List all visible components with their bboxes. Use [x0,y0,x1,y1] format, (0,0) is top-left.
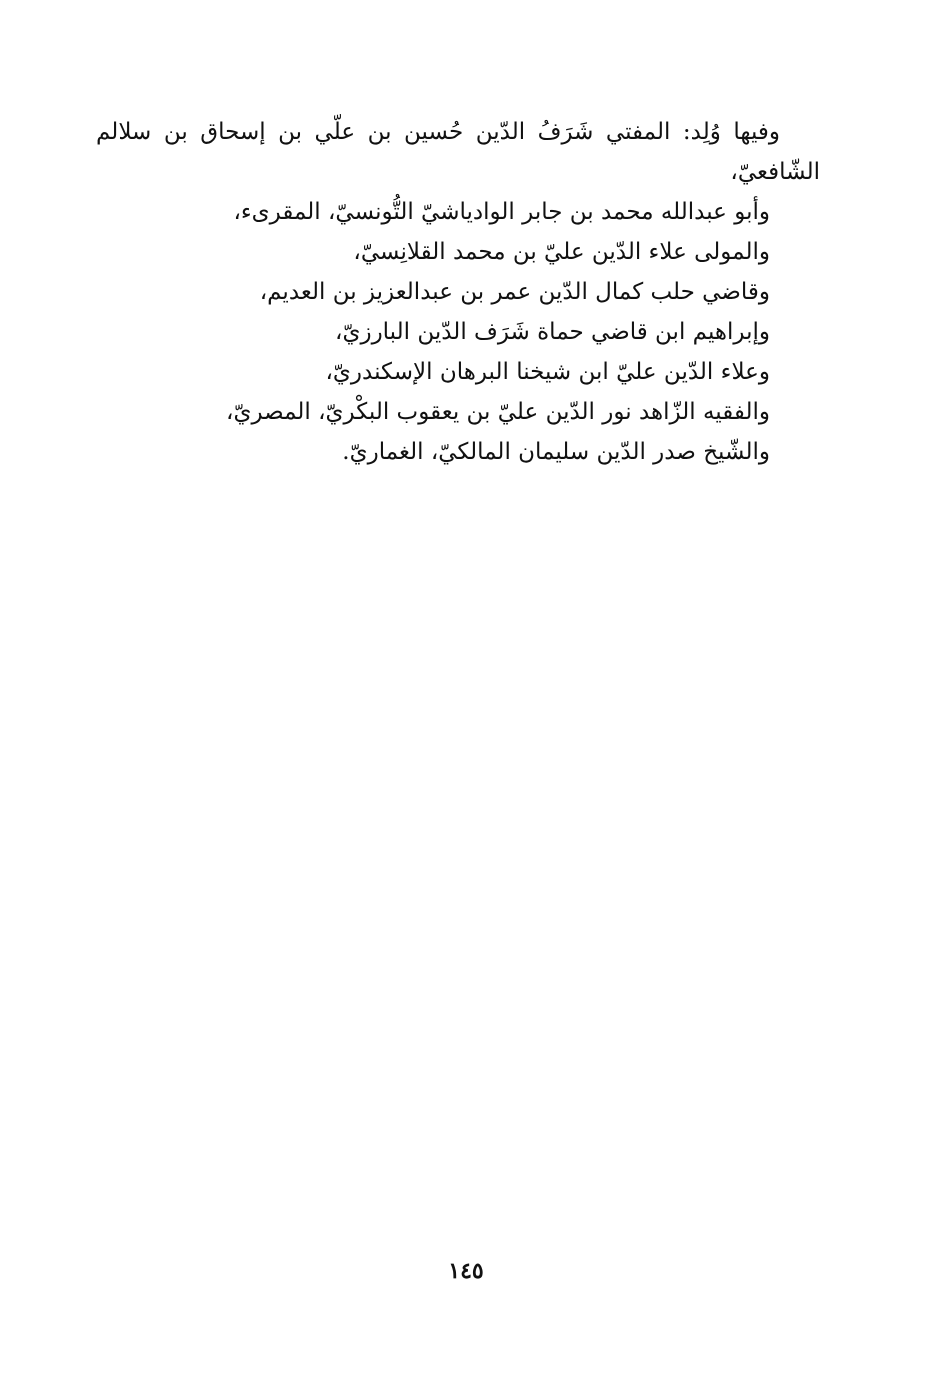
body-text [96,112,820,472]
page-number: ١٤٥ [448,1258,484,1284]
text-line-2: الشّافعيّ، [730,159,820,185]
text-line-3: وأبو عبدالله محمد بن جابر الوادياشيّ التُّونسيّ، المقرىء، [233,199,770,225]
text-line-5: وقاضي حلب كمال الدّين عمر بن عبدالعزيز بن العديم، [259,279,770,305]
text-line-8: والفقيه الزّاهد نور الدّين عليّ بن يعقوب البكْريّ، المصريّ، [226,399,770,425]
text-line-1: وفيها وُلِد: المفتي شَرَفُ الدّين حُسين بن علّي بن إسحاق بن سلالم [96,119,780,145]
text-line-7: وعلاء الدّين عليّ ابن شيخنا البرهان الإسكندريّ، [325,359,770,385]
text-line-4: والمولى علاء الدّين عليّ بن محمد القلانِسيّ، [353,239,770,265]
text-line-9: والشّيخ صدر الدّين سليمان المالكيّ، الغماريّ. [342,439,770,465]
text-line-6: وإبراهيم ابن قاضي حماة شَرَف الدّين البارزيّ، [335,319,770,345]
